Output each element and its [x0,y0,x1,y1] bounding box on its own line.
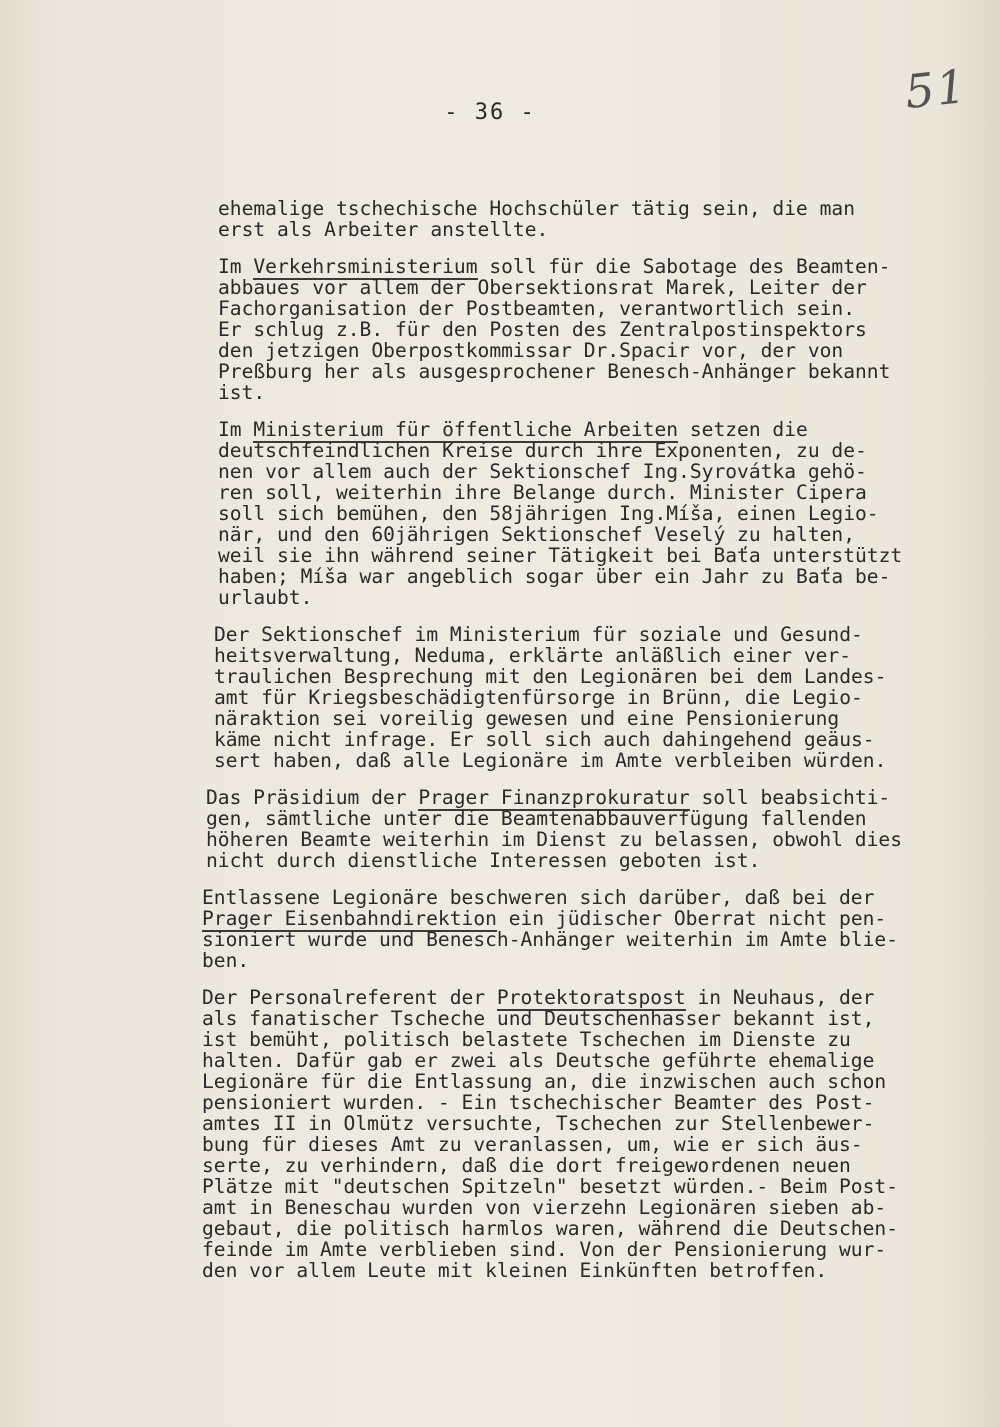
text-line [214,708,960,729]
text-segment: gebaut, die politisch harmlos waren, während die Deutschen- [202,1217,898,1240]
text-line [218,440,960,461]
text-line [202,1029,960,1050]
text-line [214,729,960,750]
text-line [202,1197,960,1218]
text-line [218,319,960,340]
text-segment: när, und den 60jährigen Sektionschef Veselý zu halten, [218,523,856,546]
paragraph [202,887,960,971]
paragraph [202,987,960,1281]
text-segment: Preßburg her als ausgesprochener Benesch-Anhänger bekannt [218,360,891,383]
text-segment: den vor allem Leute mit kleinen Einkünften betroffen. [202,1259,828,1282]
text-segment: Er schlug z.B. für den Posten des Zentralpostinspektors [218,318,867,341]
text-segment: Der Personalreferent der [202,986,497,1009]
text-line [218,587,960,608]
text-line [214,624,960,645]
page-number: - 36 - [444,100,536,125]
text-line [218,219,960,240]
text-line [218,545,960,566]
text-segment: Im [218,255,254,278]
text-segment: in Neuhaus, der [685,986,875,1009]
text-segment: soll beabsichti- [689,786,891,809]
text-line [202,1008,960,1029]
text-line [206,829,960,850]
text-line [218,340,960,361]
text-segment: deutschfeindlichen Kreise durch ihre Exponenten, zu de- [218,439,867,462]
text-line [202,1218,960,1239]
text-segment: ist bemüht, politisch belastete Tschechen im Dienste zu [202,1028,851,1051]
text-segment: gen, sämtliche unter die Beamtenabbauverfügung fallenden [206,807,867,830]
text-segment: setzen die [678,418,808,441]
text-segment: urlaubt. [218,586,313,609]
text-segment: ein jüdischer Oberrat nicht pen- [496,907,887,930]
text-line [218,524,960,545]
text-segment: Entlassene Legionäre beschweren sich darüber, daß bei der [202,886,875,909]
underlined-ministry-name: Prager Eisenbahndirektion [202,907,497,930]
text-segment: als fanatischer Tscheche und Deutschenhasser bekannt ist, [202,1007,875,1030]
text-line [218,277,960,298]
text-segment: ehemalige tschechische Hochschüler tätig sein, die man [218,197,856,220]
text-line [202,950,960,971]
paragraph [218,419,960,608]
text-segment: heitsverwaltung, Neduma, erklärte anläßlich einer ver- [214,644,852,667]
text-line [202,1134,960,1155]
text-segment: erst als Arbeiter anstellte. [218,218,549,241]
paragraph [218,256,960,403]
text-segment: ist. [218,381,266,404]
text-segment: pensioniert wurden. - Ein tschechischer Beamter des Post- [202,1091,875,1114]
text-segment: den jetzigen Oberpostkommissar Dr.Spacir vor, der von [218,339,844,362]
text-segment: Das Präsidium der [206,786,419,809]
handwritten-folio-number: 51 [902,58,971,120]
text-segment: traulichen Besprechung mit den Legionären bei dem Landes- [214,665,887,688]
text-line [214,666,960,687]
underlined-ministry-name: Prager Finanzprokuratur [418,786,690,809]
text-segment: Im [218,418,254,441]
underlined-ministry-name: Protektoratspost [496,986,686,1009]
text-segment: soll für die Sabotage des Beamten- [477,255,891,278]
paragraph [218,198,960,240]
text-line [214,687,960,708]
text-line [202,1071,960,1092]
paragraph [214,624,960,771]
text-segment: abbaues vor allem der Obersektionsrat Marek, Leiter der [218,276,867,299]
text-line [202,1239,960,1260]
text-line [202,1176,960,1197]
paragraph [206,787,960,871]
underlined-ministry-name: Verkehrsministerium [253,255,478,278]
text-line [218,361,960,382]
text-segment: amt in Beneschau wurden von vierzehn Legionären sieben ab- [202,1196,887,1219]
text-segment: haben; Míša war angeblich sogar über ein Jahr zu Baťa be- [218,565,891,588]
text-segment: sert haben, daß alle Legionäre im Amte verbleiben würden. [214,749,887,772]
text-segment: Legionäre für die Entlassung an, die inzwischen auch schon [202,1070,887,1093]
text-segment: Fachorganisation der Postbeamten, verantwortlich sein. [218,297,856,320]
text-segment: sioniert wurde und Benesch-Anhänger weiterhin im Amte blie- [202,928,898,951]
text-segment: serte, zu verhindern, daß die dort freigewordenen neuen [202,1154,851,1177]
text-segment: weil sie ihn während seiner Tätigkeit bei Baťa unterstützt [218,544,903,567]
text-segment: soll sich bemühen, den 58jährigen Ing.Míša, einen Legio- [218,502,879,525]
text-line [202,887,960,908]
text-line [218,503,960,524]
text-segment: bung für dieses Amt zu veranlassen, um, wie er sich äus- [202,1133,863,1156]
text-segment: nen vor allem auch der Sektionschef Ing.Syrovátka gehö- [218,460,867,483]
text-line [202,1260,960,1281]
text-line [206,787,960,808]
text-line [202,929,960,950]
text-segment: Der Sektionschef im Ministerium für soziale und Gesund- [214,623,863,646]
text-segment: ren soll, weiterhin ihre Belange durch. Minister Cipera [218,481,867,504]
text-line [214,645,960,666]
text-line [202,1050,960,1071]
text-line [202,1092,960,1113]
text-segment: amtes II in Olmütz versuchte, Tschechen zur Stellenbewer- [202,1112,875,1135]
text-segment: näraktion sei voreilig gewesen und eine Pensionierung [214,707,840,730]
text-segment: feinde im Amte verblieben sind. Von der Pensionierung wur- [202,1238,887,1261]
text-segment: Plätze mit "deutschen Spitzeln" besetzt würden.- Beim Post- [202,1175,898,1198]
text-segment: nicht durch dienstliche Interessen geboten ist. [206,849,761,872]
text-segment: käme nicht infrage. Er soll sich auch dahingehend geäus- [214,728,875,751]
text-line [218,298,960,319]
text-segment: höheren Beamte weiterhin im Dienst zu belassen, obwohl dies [206,828,902,851]
text-line [202,1155,960,1176]
text-line [218,198,960,219]
text-line [202,1113,960,1134]
text-segment: amt für Kriegsbeschädigtenfürsorge in Brünn, die Legio- [214,686,863,709]
text-line [214,750,960,771]
text-line [218,482,960,503]
text-line [218,461,960,482]
text-segment: ben. [202,949,250,972]
text-segment: halten. Dafür gab er zwei als Deutsche geführte ehemalige [202,1049,875,1072]
text-line [206,808,960,829]
text-line [218,566,960,587]
text-line [202,908,960,929]
text-line [202,987,960,1008]
text-line [218,256,960,277]
document-body [200,198,960,1297]
text-line [218,419,960,440]
underlined-ministry-name: Ministerium für öffentliche Arbeiten [253,418,679,441]
text-line [218,382,960,403]
text-line [206,850,960,871]
